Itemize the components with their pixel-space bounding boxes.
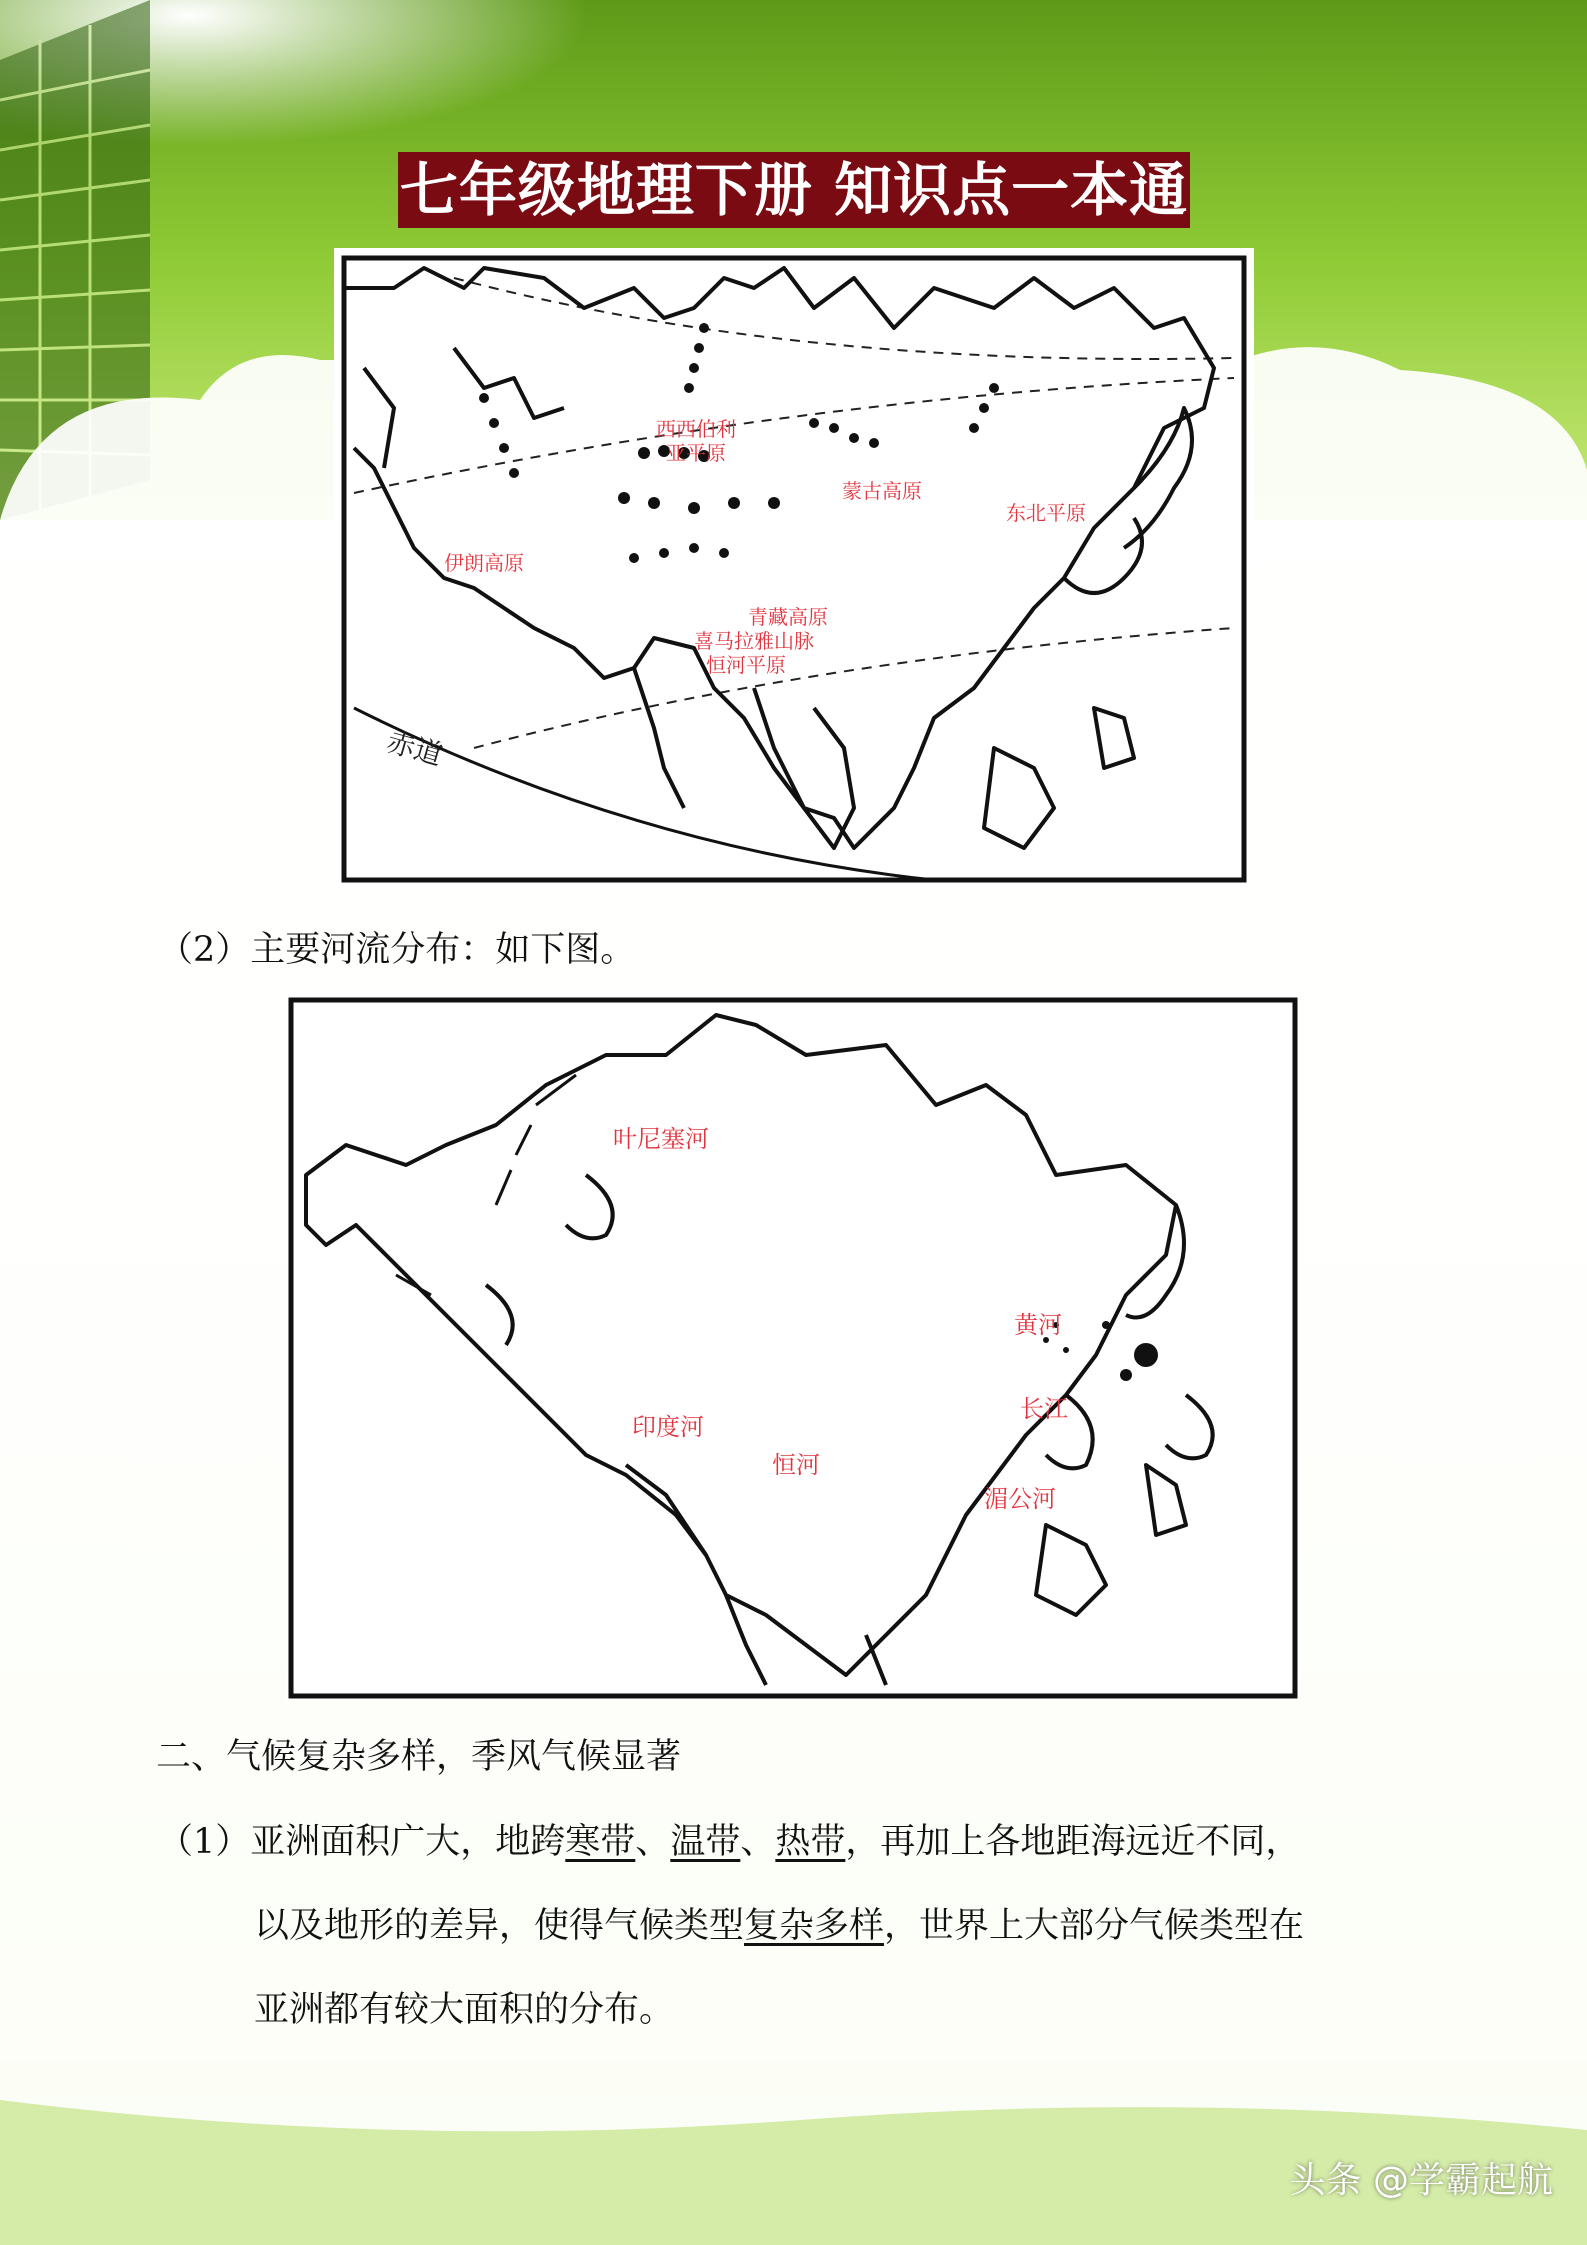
term-diverse: 复杂多样 [744,1906,885,1946]
label-yenisei-river: 叶尼塞河 [613,1125,709,1153]
label-northeast-plain: 东北平原 [1006,501,1086,525]
term-tropical-zone: 热带 [775,1822,846,1862]
terrain-map-svg [334,248,1254,884]
para1-line2-suffix: ，世界上大部分气候类型在 [884,1906,1305,1946]
label-mongolian-plateau: 蒙古高原 [842,479,922,503]
term-temperate-zone: 温带 [670,1822,741,1862]
term-frigid-zone: 寒带 [565,1822,636,1862]
label-himalayas: 喜马拉雅山脉 [694,629,814,653]
section-heading: 二、气候复杂多样，季风气候显著 [156,1737,682,1777]
paragraph-line-2 [254,1906,1304,1946]
label-west-siberian-plain-1: 西西伯利 [656,417,736,441]
paragraph-line-3: 亚洲都有较大面积的分布。 [254,1990,675,2030]
paragraph-line-1 [158,1822,1300,1862]
label-equator: 赤道 [383,724,447,772]
para1-line1-suffix: ，再加上各地距海远近不同， [845,1822,1301,1862]
separator: 、 [635,1822,671,1862]
label-ganges-plain: 恒河平原 [706,653,786,677]
watermark: 头条 @学霸起航 [1289,2160,1553,2201]
label-tibetan-plateau: 青藏高原 [748,605,828,629]
river-map [286,995,1300,1701]
label-west-siberian-plain-2: 亚平原 [666,441,726,465]
terrain-map [334,248,1254,884]
page-title: 七年级地理下册 知识点一本通 [398,152,1190,228]
para1-line2-prefix: 以及地形的差异，使得气候类型 [254,1906,745,1946]
label-yellow-river: 黄河 [1014,1311,1062,1339]
label-indus-river: 印度河 [632,1413,704,1441]
label-mekong-river: 湄公河 [984,1485,1056,1513]
separator: 、 [740,1822,776,1862]
para1-line1-prefix: （1）亚洲面积广大，地跨 [158,1822,566,1862]
label-ganges-river: 恒河 [772,1451,820,1479]
label-yangtze-river: 长江 [1020,1395,1068,1423]
river-map-svg [286,995,1300,1701]
river-map-caption: （2）主要河流分布：如下图。 [158,930,636,970]
label-iranian-plateau: 伊朗高原 [444,551,524,575]
